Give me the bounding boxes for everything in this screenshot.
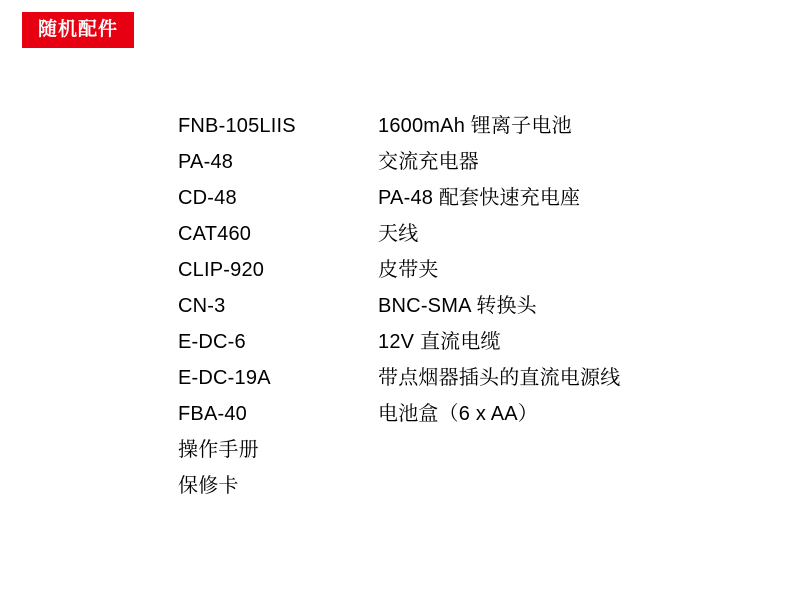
accessory-code: CD-48	[178, 187, 237, 209]
accessory-code: FBA-40	[178, 403, 248, 425]
accessory-code: 操作手册	[178, 439, 259, 461]
list-item	[178, 324, 758, 360]
accessory-code: 保修卡	[178, 475, 239, 497]
accessory-code: E-DC-19A	[178, 367, 271, 389]
accessory-code: CLIP-920	[178, 259, 265, 281]
accessory-code: FNB-105LIIS	[178, 115, 296, 137]
list-item	[178, 360, 758, 396]
accessory-description: PA-48 配套快速充电座	[378, 187, 581, 209]
accessory-code: E-DC-6	[178, 331, 246, 353]
list-item	[178, 144, 758, 180]
list-item	[178, 216, 758, 252]
accessory-description: 12V 直流电缆	[378, 331, 501, 353]
list-item	[178, 432, 758, 468]
list-item	[178, 252, 758, 288]
accessory-description: 电池盒（6 x AA）	[378, 403, 539, 425]
list-item	[178, 180, 758, 216]
accessory-code: PA-48	[178, 151, 234, 173]
list-item	[178, 396, 758, 432]
accessory-description: 交流充电器	[378, 151, 479, 173]
accessory-list	[178, 108, 758, 504]
accessory-code: CAT460	[178, 223, 252, 245]
accessory-description: 带点烟器插头的直流电源线	[378, 367, 621, 389]
list-item	[178, 288, 758, 324]
accessory-description: 皮带夹	[378, 259, 439, 281]
accessory-description: 天线	[378, 223, 419, 245]
accessory-code: CN-3	[178, 295, 226, 317]
list-item	[178, 468, 758, 504]
page-title: 随机配件	[22, 12, 134, 48]
list-item	[178, 108, 758, 144]
accessory-description: 1600mAh 锂离子电池	[378, 115, 572, 137]
accessory-description: BNC-SMA 转换头	[378, 295, 537, 317]
